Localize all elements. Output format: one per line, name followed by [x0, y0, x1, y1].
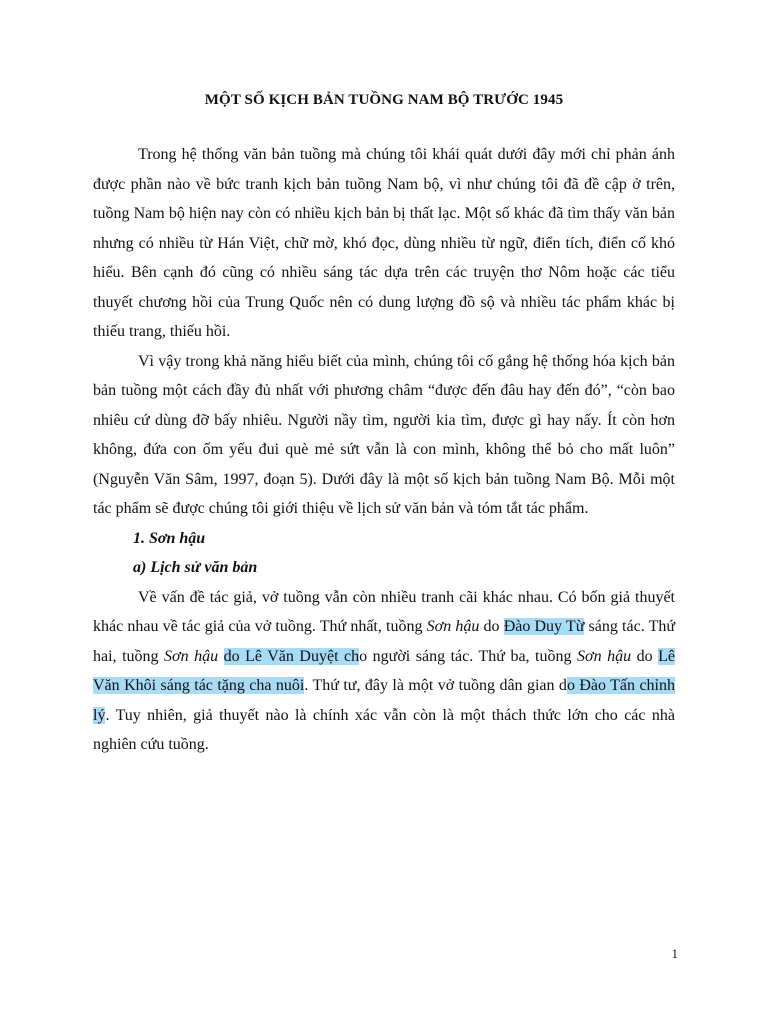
highlighted-text: o Đào Tấn chỉnh lý [93, 677, 675, 724]
paragraph-method: Vì vậy trong khả năng hiểu biết của mình, chúng tôi cố gắng hệ thống hóa kịch bản bản tuồng một cách đầy đủ nhất với phương châm “được đến đâu hay đến đó”, “còn bao nhiêu cứ dùng đỡ bấy nhiêu. Người nầy tìm, người kia tìm, được gì hay nấy. Ít còn hơn không, đứa con ốm yếu đui què mẻ sứt vẫn là con mình, không thể bỏ cho mất luôn” (Nguyễn Văn Sâm, 1997, đoạn 5). Dưới đây là một số kịch bản tuồng Nam Bộ. Mỗi một tác phẩm sẽ được chúng tôi giới thiệu về lịch sử văn bản và tóm tắt tác phẩm. [93, 352, 675, 517]
italic-work-title: Sơn hậu [426, 618, 480, 635]
text-run [218, 648, 224, 665]
highlighted-text: Lê Văn Khôi sáng tác tặng cha nuôi [93, 647, 676, 694]
document-title: MỘT SỐ KỊCH BẢN TUỒNG NAM BỘ TRƯỚC 1945 [204, 92, 564, 108]
text-run: do [479, 618, 504, 635]
page-number: 1 [671, 946, 678, 961]
text-run: Về vấn đề tác giả, vở tuồng vẫn còn nhiều tranh cãi khác nhau. Có bốn giả thuyết khác nhau về tác giả của vở tuồng. Thứ nhất, tuồng [93, 588, 675, 635]
subsection-heading-text-history: a) Lịch sử văn bản [133, 559, 258, 576]
highlighted-text: Đào Duy Từ [503, 618, 585, 635]
text-run: . Thứ tư, đây là một vở tuồng dân gian d [304, 677, 567, 694]
italic-work-title: Sơn hậu [164, 647, 219, 665]
italic-work-title: Sơn hậu [577, 647, 632, 665]
text-run: . Tuy nhiên, giả thuyết nào là chính xác vẫn còn là một thách thức lớn cho các nhà nghiên cứu tuồng. [93, 706, 675, 753]
document-body [93, 140, 675, 760]
paragraph-authorship [93, 583, 675, 760]
paragraph-intro: Trong hệ thống văn bản tuồng mà chúng tôi khái quát dưới đây mới chỉ phản ánh được phần nào về bức tranh kịch bản tuồng Nam bộ, vì như chúng tôi đã đề cập ở trên, tuồng Nam bộ hiện nay còn có nhiều kịch bản bị thất lạc. Một số khác đã tìm thấy văn bản nhưng có nhiều từ Hán Việt, chữ mờ, khó đọc, dùng nhiều từ ngữ, điển tích, điển cố khó hiểu. Bên cạnh đó cũng có nhiều sáng tác dựa trên các truyện thơ Nôm hoặc các tiểu thuyết chương hồi của Trung Quốc nên có dung lượng đồ sộ và nhiều tác phẩm khác bị thiếu trang, thiếu hồi. [93, 146, 675, 340]
text-run: do [631, 647, 659, 665]
text-run: o người sáng tác. Thứ ba, tuồng [359, 647, 578, 665]
section-heading-son-hau: 1. Sơn hậu [133, 529, 206, 547]
text-run: sáng tác. Thứ hai, tuồng [93, 618, 676, 665]
highlighted-text: do Lê Văn Duyệt ch [223, 647, 360, 665]
